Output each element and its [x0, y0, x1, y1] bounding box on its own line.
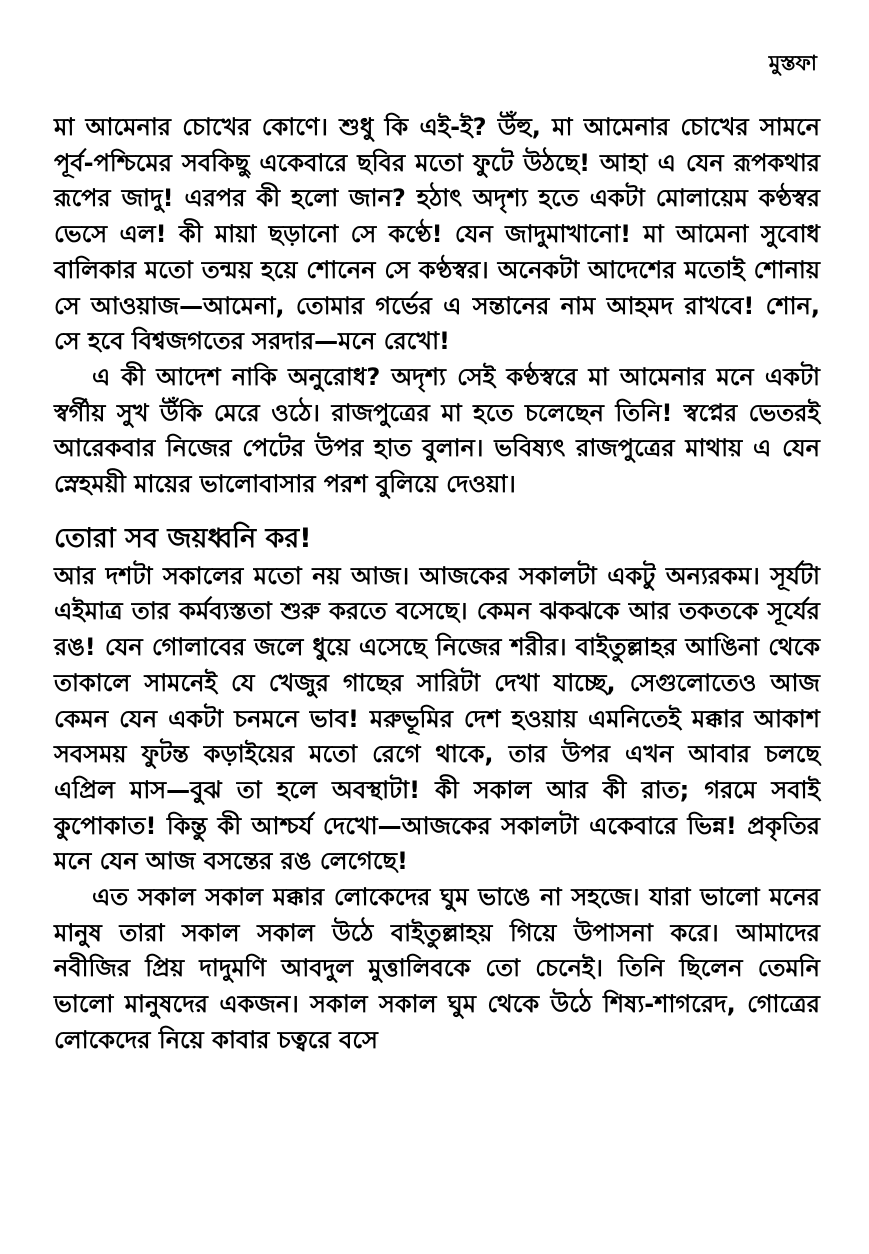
paragraph-4: এত সকাল সকাল মক্কার লোকেদের ঘুম ভাঙে না সহজে। যারা ভালো মনের মানুষ তারা সকাল সকাল উঠে বাইতুল্লাহয় গিয়ে উপাসনা করে। আমাদের নবীজির প্রিয় দাদুমণি আবদুল মুত্তালিবকে তো চেনেই। তিনি ছিলেন তেমনি ভালো মানুষদের একজন। সকাল সকাল ঘুম থেকে উঠে শিষ্য-শাগরেদ, গোত্রের লোকেদের নিয়ে কাবার চত্বরে বসে [54, 883, 820, 1054]
paragraph-2: এ কী আদেশ নাকি অনুরোধ? অদৃশ্য সেই কণ্ঠস্বরে মা আমেনার মনে একটা স্বর্গীয় সুখ উঁকি মেরে ওঠে। রাজপুত্রের মা হতে চলেছেন তিনি! স্বপ্নের ভেতরই আরেকবার নিজের পেটের উপর হাত বুলান। ভবিষ্যৎ রাজপুত্রের মাথায় এ যেন স্নেহময়ী মায়ের ভালোবাসার পরশ বুলিয়ে দেওয়া। [54, 362, 820, 499]
paragraph-1: মা আমেনার চোখের কোণে। শুধু কি এই-ই? উঁহু, মা আমেনার চোখের সামনে পূর্ব-পশ্চিমের সবকিছু একেবারে ছবির মতো ফুটে উঠছে! আহা এ যেন রূপকথার রূপের জাদু! এরপর কী হলো জান? হঠাৎ অদৃশ্য হতে একটা মোলায়েম কণ্ঠস্বর ভেসে এল! কী মায়া ছড়ানো সে কণ্ঠে! যেন জাদুমাখানো! মা আমেনা সুবোধ বালিকার মতো তন্ময় হয়ে শোনেন সে কণ্ঠস্বর। অনেকটা আদেশের মতোই শোনায় সে আওয়াজ—আমেনা, তোমার গর্ভের এ সন্তানের নাম আহমদ রাখবে! শোন, সে হবে বিশ্বজগতের সরদার—মনে রেখো! [54, 113, 820, 356]
paragraph-3: আর দশটা সকালের মতো নয় আজ। আজকের সকালটা একটু অন্যরকম। সূর্যটা এইমাত্র তার কর্মব্যস্ততা শুরু করতে বসেছে। কেমন ঝকঝকে আর তকতকে সূর্যের রঙ! যেন গোলাবের জলে ধুয়ে এসেছে নিজের শরীর। বাইতুল্লাহর আঙিনা থেকে তাকালে সামনেই যে খেজুর গাছের সারিটা দেখা যাচ্ছে, সেগুলোতেও আজ কেমন যেন একটা চনমনে ভাব! মরুভূমির দেশ হওয়ায় এমনিতেই মক্কার আকাশ সবসময় ফুটন্ত কড়াইয়ের মতো রেগে থাকে, তার উপর এখন আবার চলছে এপ্রিল মাস—বুঝ তা হলে অবস্থাটা! কী সকাল আর কী রাত; গরমে সবাই কুপোকাত! কিন্তু কী আশ্চর্য দেখো—আজকের সকালটা একেবারে ভিন্ন! প্রকৃতির মনে যেন আজ বসন্তের রঙ লেগেছে! [54, 561, 820, 876]
body-text [54, 110, 820, 1059]
section-heading: তোরা সব জয়ধ্বনি কর! [54, 522, 312, 554]
running-header: মুস্তফা [768, 51, 817, 75]
